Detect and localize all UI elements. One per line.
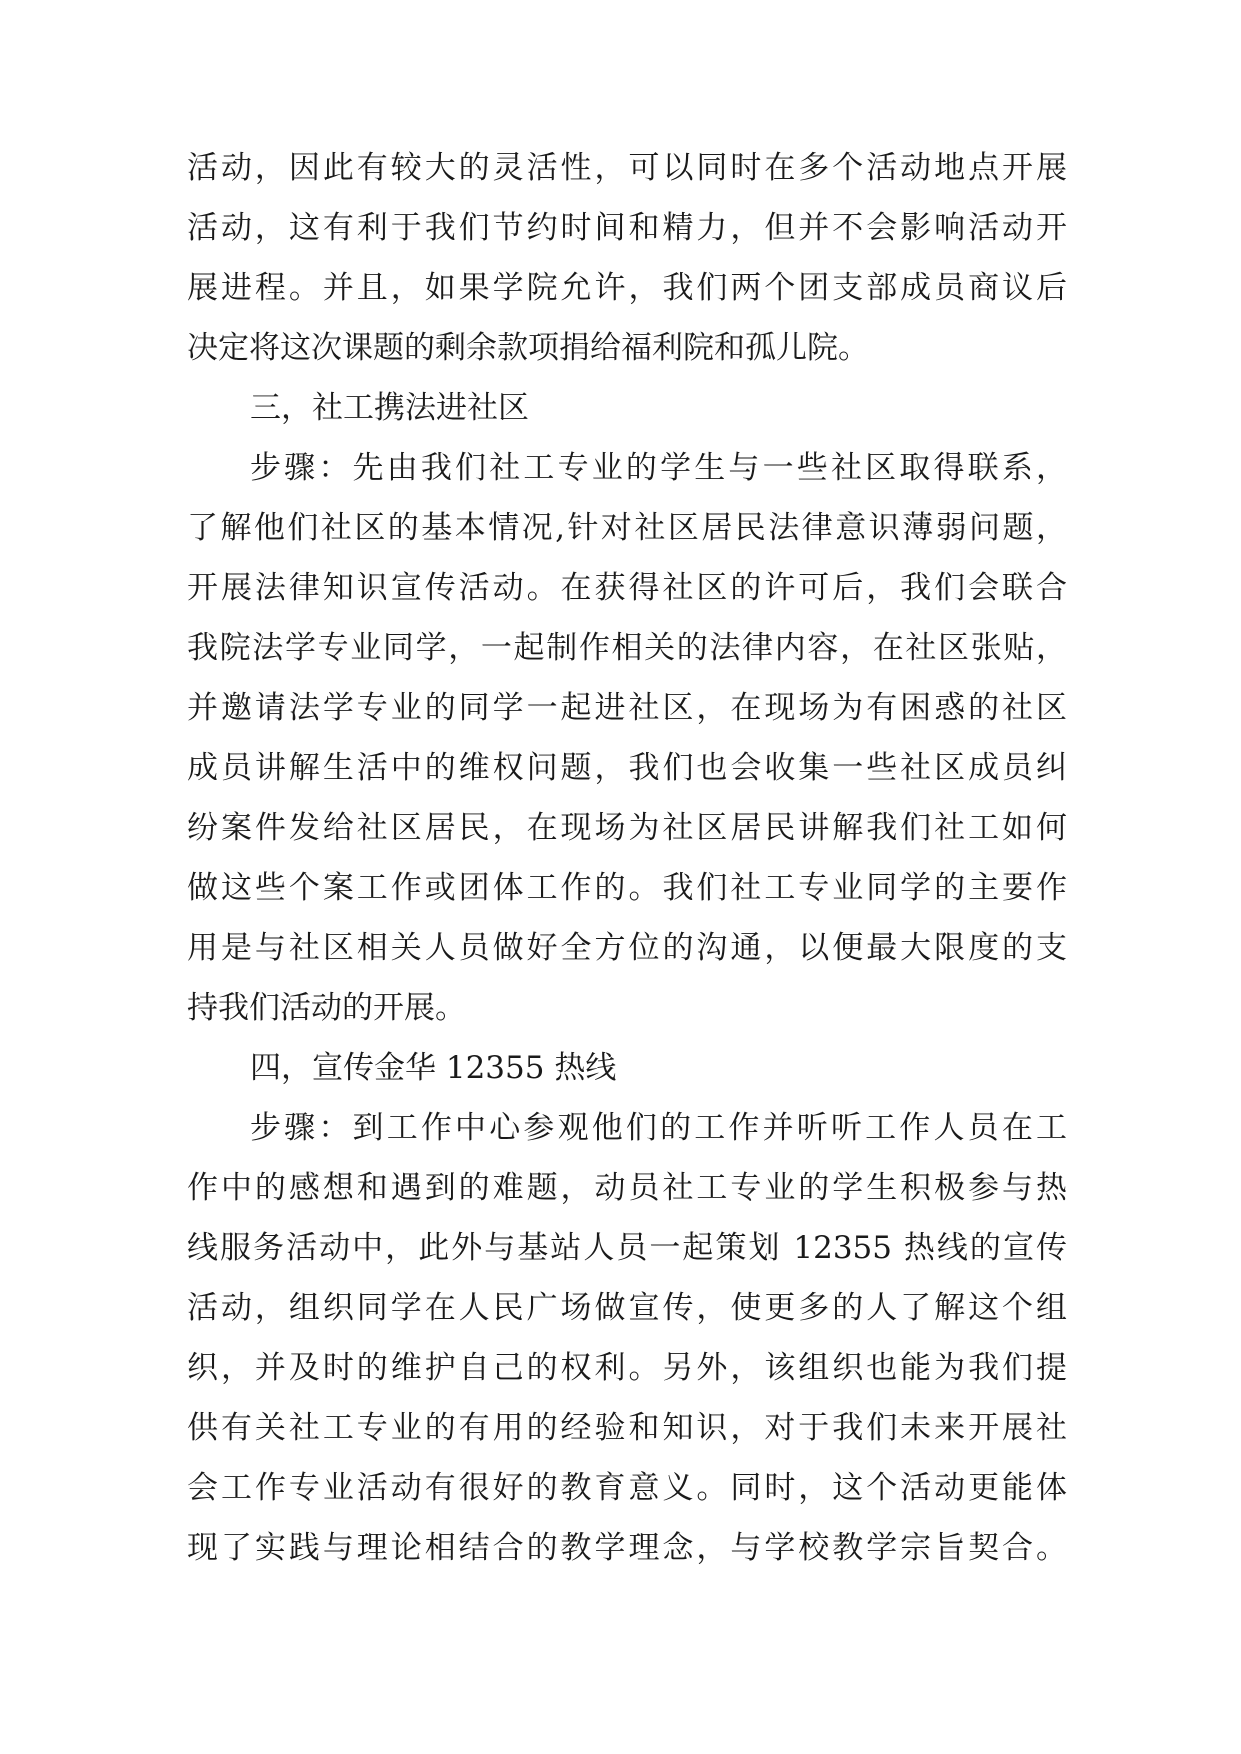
paragraph-line: 我院法学专业同学，一起制作相关的法律内容，在社区张贴，	[187, 630, 1067, 666]
paragraph-line: 步骤：先由我们社工专业的学生与一些社区取得联系，	[250, 450, 1067, 486]
paragraph-line: 并邀请法学专业的同学一起进社区，在现场为有困惑的社区	[187, 690, 1067, 726]
paragraph-line: 会工作专业活动有很好的教育意义。同时，这个活动更能体	[187, 1470, 1067, 1506]
paragraph-line: 了解他们社区的基本情况,针对社区居民法律意识薄弱问题，	[187, 510, 1067, 546]
paragraph-line: 开展法律知识宣传活动。在获得社区的许可后，我们会联合	[187, 570, 1067, 606]
paragraph-line: 持我们活动的开展。	[187, 990, 466, 1026]
paragraph-line: 步骤：到工作中心参观他们的工作并听听工作人员在工	[250, 1110, 1067, 1146]
paragraph-line: 活动，组织同学在人民广场做宣传，使更多的人了解这个组	[187, 1290, 1067, 1326]
paragraph-line: 织，并及时的维护自己的权利。另外，该组织也能为我们提	[187, 1350, 1067, 1386]
paragraph-line: 成员讲解生活中的维权问题，我们也会收集一些社区成员纠	[187, 750, 1067, 786]
section-heading: 三，社工携法进社区	[250, 390, 529, 426]
paragraph-line: 做这些个案工作或团体工作的。我们社工专业同学的主要作	[187, 870, 1067, 906]
paragraph-line: 纷案件发给社区居民，在现场为社区居民讲解我们社工如何	[187, 810, 1067, 846]
paragraph-line: 展进程。并且，如果学院允许，我们两个团支部成员商议后	[187, 270, 1067, 306]
paragraph-line: 活动，这有利于我们节约时间和精力，但并不会影响活动开	[187, 210, 1067, 246]
paragraph-line: 作中的感想和遇到的难题，动员社工专业的学生积极参与热	[187, 1170, 1067, 1206]
paragraph-line: 用是与社区相关人员做好全方位的沟通，以便最大限度的支	[187, 930, 1067, 966]
paragraph-line: 供有关社工专业的有用的经验和知识，对于我们未来开展社	[187, 1410, 1067, 1446]
section-heading: 四，宣传金华 12355 热线	[250, 1050, 617, 1086]
paragraph-line: 决定将这次课题的剩余款项捐给福利院和孤儿院。	[187, 330, 869, 366]
paragraph-line: 线服务活动中，此外与基站人员一起策划 12355 热线的宣传	[187, 1230, 1067, 1266]
paragraph-line: 现了实践与理论相结合的教学理念，与学校教学宗旨契合。	[187, 1530, 1067, 1566]
paragraph-line: 活动，因此有较大的灵活性，可以同时在多个活动地点开展	[187, 150, 1067, 186]
